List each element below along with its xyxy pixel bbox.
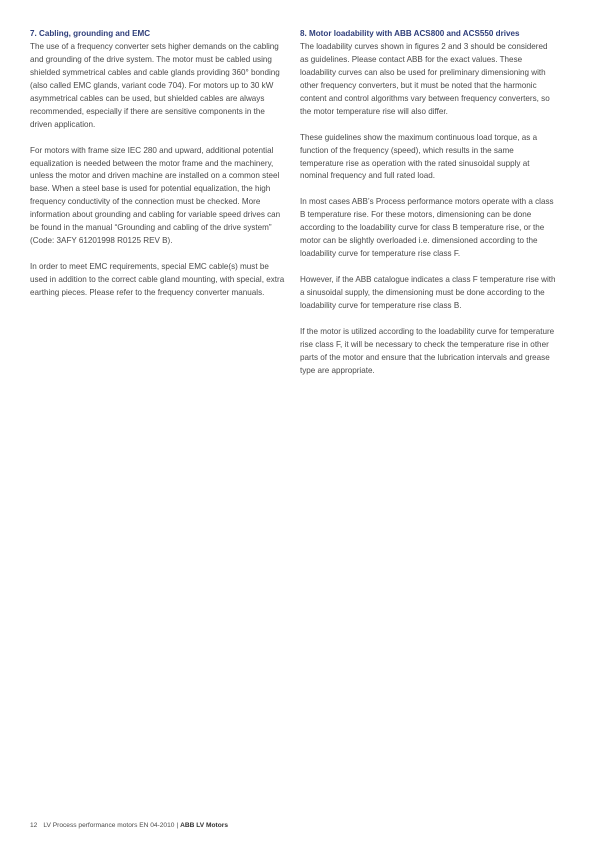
- body-paragraph: In order to meet EMC requirements, special EMC cable(s) must be used in addition to the correct cable gland mounting, with special, extra earthing pieces. Please refer to the frequency converter manuals.: [30, 262, 285, 298]
- left-column: [30, 28, 288, 313]
- brand-name: ABB LV Motors: [180, 822, 229, 829]
- page-number: 12: [30, 822, 38, 829]
- body-paragraph: The use of a frequency converter sets higher demands on the cabling and grounding of the drive system. The motor must be cabled using shielded symmetrical cables and cable glands providing 360° bonding (also called EMC glands, variant code 704). For motors up to 30 kW asymmetrical cables can be used, but shielded cables are always recommended, especially if there are sensitive components in the driven application.: [30, 41, 280, 129]
- page-footer: [30, 821, 228, 830]
- footer-separator: |: [176, 822, 179, 829]
- body-paragraph: However, if the ABB catalogue indicates a class F temperature rise with a sinusoidal supply, the dimensioning must be done according to the loadability curve for temperature rise class B.: [300, 275, 556, 310]
- body-paragraph: These guidelines show the maximum continuous load torque, as a function of the frequency (speed), which results in the same temperature rise as operation with the rated sinusoidal supply at nominal frequency and full rated load.: [300, 132, 538, 181]
- section-title-loadability: 8. Motor loadability with ABB ACS800 and ACS550 drives: [300, 29, 520, 38]
- right-column: [300, 28, 558, 391]
- body-paragraph: In most cases ABB’s Process performance motors operate with a class B temperature rise. For these motors, dimensioning can be done according to the loadability curve for class B temperature rise, or the motor can be slightly overloaded i.e. dimensioned according to the loadability curve for temperature rise class F.: [300, 197, 554, 259]
- body-paragraph: For motors with frame size IEC 280 and upward, additional potential equalization is needed between the motor frame and the machinery, unless the motor and driven machine are installed on a common steel base. When a steel base is used for potential equalization, the high frequency conductivity of the connection must be checked. More information about grounding and cabling for variable speed drives can be found in the manual “Grounding and cabling of the drive system” (Code: 3AFY 61201998 R0125 REV B).: [30, 145, 281, 246]
- body-paragraph: The loadability curves shown in figures 2 and 3 should be considered as guidelines. Please contact ABB for the exact values. These loadability curves can also be used for preliminary dimensioning with other frequency converters, but it must be noted that the harmonic content and control algorithms vary between frequency converters, so the motor temperature rise will also differ.: [300, 41, 550, 116]
- body-paragraph: If the motor is utilized according to the loadability curve for temperature rise class F, it will be necessary to check the temperature rise in other parts of the motor and ensure that the lubrication intervals and grease type are appropriate.: [300, 326, 555, 375]
- publication-title: LV Process performance motors EN 04-2010: [43, 822, 175, 829]
- section-title-cabling: 7. Cabling, grounding and EMC: [30, 29, 151, 38]
